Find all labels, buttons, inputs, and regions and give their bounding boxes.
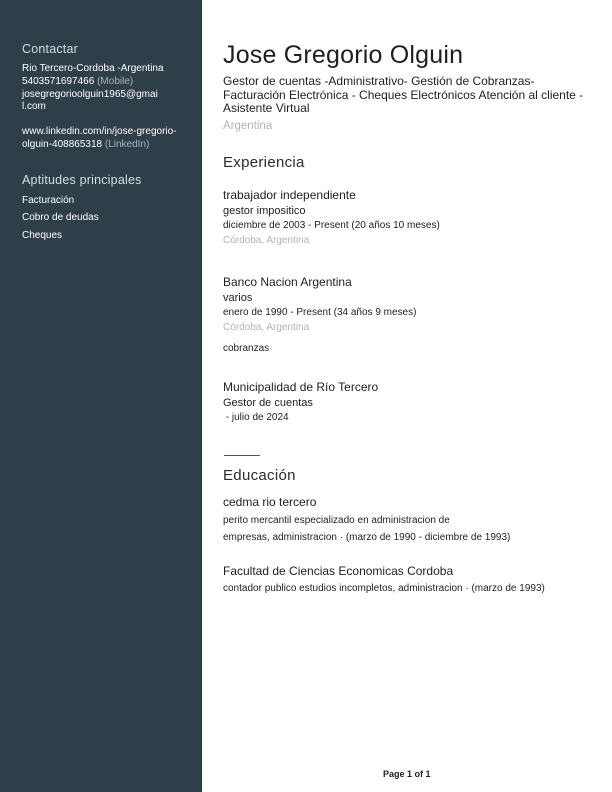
contact-phone-label: (Mobile) xyxy=(97,76,134,87)
experience-dates: - julio de 2024 xyxy=(223,412,289,423)
education-detail: contador publico estudios incompletos, administracion · (marzo de 1993) xyxy=(223,583,545,594)
contact-phone-line xyxy=(22,76,133,88)
contact-location: Rio Tercero-Cordoba -Argentina xyxy=(22,63,164,74)
experience-dates: diciembre de 2003 - Present (20 años 10 meses) xyxy=(223,220,440,231)
contact-linkedin-line2[interactable]: olguin-408865318 xyxy=(22,139,103,150)
skill-item: Cobro de deudas xyxy=(22,212,99,223)
profile-name: Jose Gregorio Olguin xyxy=(223,41,464,69)
experience-description: cobranzas xyxy=(223,343,270,354)
contact-linkedin-label: (LinkedIn) xyxy=(104,139,150,150)
section-divider xyxy=(224,455,260,456)
experience-company: trabajador independiente xyxy=(223,188,356,202)
contact-phone: 5403571697466 xyxy=(22,76,95,87)
experience-location: Córdoba, Argentina xyxy=(223,235,310,246)
education-detail: perito mercantil especializado en administracion de xyxy=(223,515,450,526)
experience-location: Córdoba, Argentina xyxy=(223,322,310,333)
education-heading: Educación xyxy=(223,467,296,484)
contact-linkedin-line1[interactable]: www.linkedin.com/in/jose-gregorio- xyxy=(22,126,177,137)
education-detail: empresas, administracion · (marzo de 1990 - diciembre de 1993) xyxy=(223,532,511,543)
skills-heading: Aptitudes principales xyxy=(22,173,142,187)
profile-headline: Gestor de cuentas -Administrativo- Gestión de Cobranzas- Facturación Electrónica - Cheques Electrónicos Atención al cliente - Asistente Virtual xyxy=(223,74,584,115)
experience-dates: enero de 1990 - Present (34 años 9 meses) xyxy=(223,307,417,318)
profile-location: Argentina xyxy=(223,120,273,132)
skill-item: Cheques xyxy=(22,230,63,241)
experience-role: varios xyxy=(223,292,253,304)
experience-company: Banco Nacion Argentina xyxy=(223,275,352,289)
contact-heading: Contactar xyxy=(22,42,78,56)
experience-heading: Experiencia xyxy=(223,154,305,171)
experience-role: Gestor de cuentas xyxy=(223,397,313,409)
experience-role: gestor impositico xyxy=(223,205,306,217)
skill-item: Facturación xyxy=(22,195,75,206)
contact-linkedin-line2-wrap[interactable] xyxy=(22,139,149,151)
education-school: cedma rio tercero xyxy=(223,495,317,509)
contact-email-line1[interactable]: josegregorioolguin1965@gmai xyxy=(22,89,158,100)
experience-company: Municipalidad de Río Tercero xyxy=(223,380,379,394)
sidebar xyxy=(0,0,202,792)
education-school: Facultad de Ciencias Economicas Cordoba xyxy=(223,564,454,578)
page-number: Page 1 of 1 xyxy=(383,769,431,779)
contact-email-line2[interactable]: l.com xyxy=(22,101,46,112)
